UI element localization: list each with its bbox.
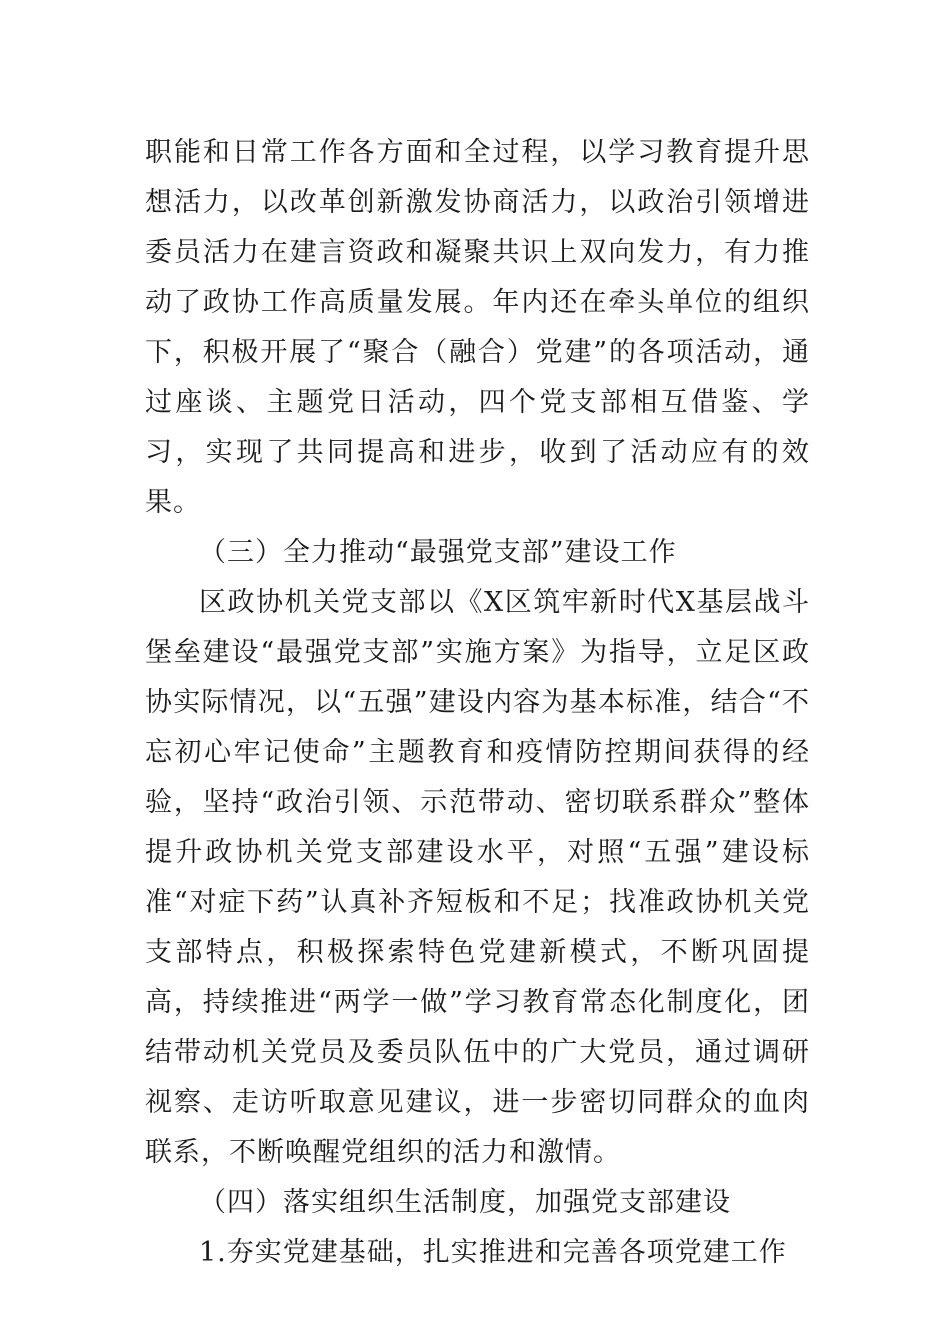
subsection-heading-1: 1.夯实党建基础，扎实推进和完善各项党建工作 (199, 1237, 787, 1268)
document-body (145, 128, 810, 1278)
paragraph-continuation: 职能和日常工作各方面和全过程，以学习教育提升思想活力，以改革创新激发协商活力，以政治引领增进委员活力在建言资政和凝聚共识上双向发力，有力推动了政协工作高质量发展。年内还在牵头单位的组织下，积极开展了“聚合（融合）党建”的各项活动，通过座谈、主题党日活动，四个党支部相互借鉴、学习，实现了共同提高和进步，收到了活动应有的效果。 (145, 137, 810, 518)
paragraph-strongest-branch: 区政协机关党支部以《X区筑牢新时代X基层战斗堡垒建设“最强党支部”实施方案》为指导，立足区政协实际情况，以“五强”建设内容为基本标准，结合“不忘初心牢记使命”主题教育和疫情防控期间获得的经验，坚持“政治引领、示范带动、密切联系群众”整体提升政协机关党支部建设水平，对照“五强”建设标准“对症下药”认真补齐短板和不足；找准政协机关党支部特点，积极探索特色党建新模式，不断巩固提高，持续推进“两学一做”学习教育常态化制度化，团结带动机关党员及委员队伍中的广大党员，通过调研视察、走访听取意见建议，进一步密切同群众的血肉联系，不断唤醒党组织的活力和激情。 (145, 587, 810, 1168)
section-heading-4: （四）落实组织生活制度，加强党支部建设 (199, 1187, 731, 1218)
section-heading-3: （三）全力推动“最强党支部”建设工作 (199, 537, 677, 568)
